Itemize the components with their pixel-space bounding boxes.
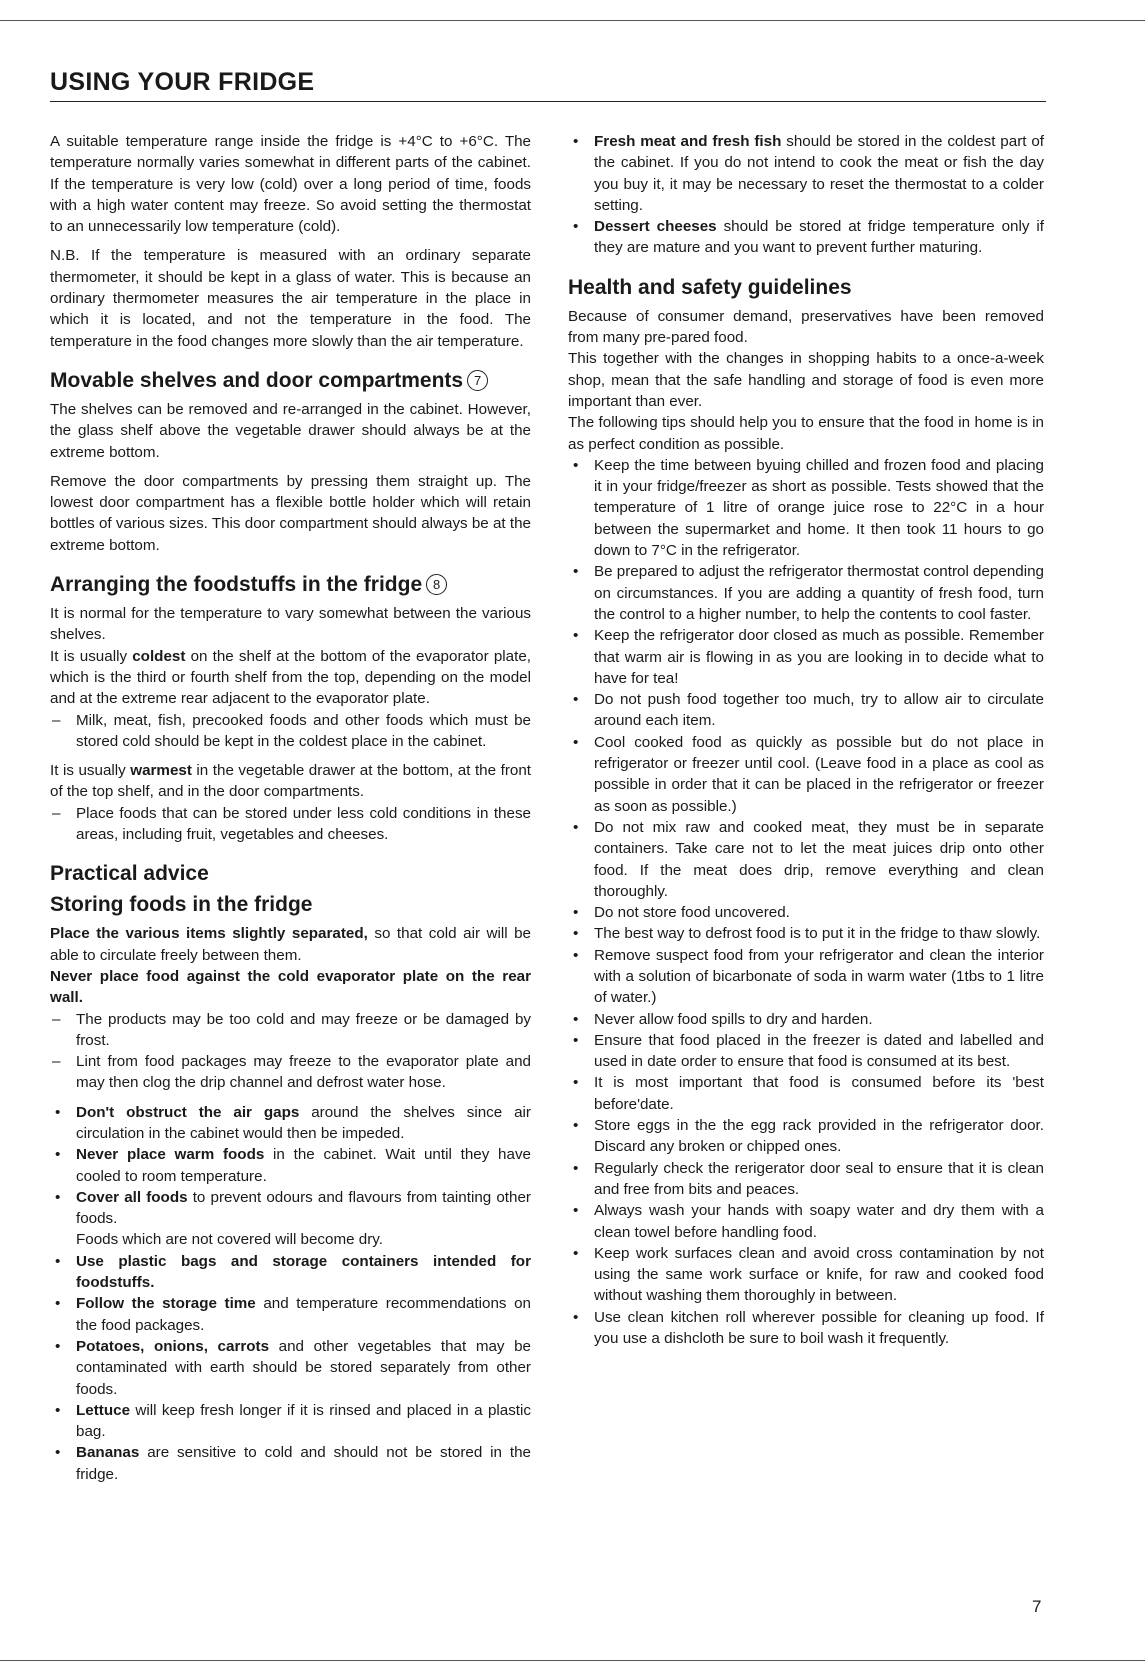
list-item: • Dessert cheeses should be stored at fridge temperature only if they are mature and you want to prevent further maturing. bbox=[568, 216, 1044, 259]
health-paragraph-2: This together with the changes in shopping habits to a once-a-week shop, mean that the safe handling and storage of food is even more important than ever. bbox=[568, 350, 1044, 410]
list-item: • Follow the storage time and temperature recommendations on the food packages. bbox=[50, 1293, 531, 1336]
page-number: 7 bbox=[1032, 1597, 1042, 1616]
list-item: • Ensure that food placed in the freezer is dated and labelled and used in date order to ensure that food is consumed at its best. bbox=[568, 1030, 1044, 1073]
shelves-heading: Movable shelves and door compartments 7 bbox=[50, 368, 531, 394]
list-item: • Keep the time between byuing chilled and frozen food and placing it in your fridge/freezer as short as possible. Tests showed that the temperature of 1 litre of orange juice rose to 22°C in a hour between the supermarket and home. It then took 11 hours to go down to 7°C in the refrigerator. bbox=[568, 455, 1044, 561]
evaporator-warning: Never place food against the cold evaporator plate on the rear wall. bbox=[50, 967, 531, 1007]
page-header bbox=[50, 68, 1046, 102]
list-item: • Keep the refrigerator door closed as much as possible. Remember that warm air is flowing in as you are looking in to decide what to have for tea! bbox=[568, 625, 1044, 689]
left-column bbox=[50, 131, 531, 1493]
figure-8-marker: 8 bbox=[426, 574, 447, 595]
temperature-variation-paragraph: It is normal for the temperature to vary somewhat between the various shelves. bbox=[50, 605, 531, 644]
health-paragraph-1: Because of consumer demand, preservatives have been removed from many pre-pared food. bbox=[568, 307, 1044, 347]
separation-paragraph: Place the various items slightly separated, so that cold air will be able to circulate freely between them. bbox=[50, 925, 532, 964]
list-item: – Lint from food packages may freeze to the evaporator plate and may then clog the drip channel and defrost water hose. bbox=[50, 1051, 531, 1094]
list-item: • Cover all foods to prevent odours and flavours from tainting other foods. Foods which are not covered will become dry. bbox=[50, 1187, 531, 1251]
health-safety-heading: Health and safety guidelines bbox=[568, 275, 852, 299]
thermometer-note: N.B. If the temperature is measured with an ordinary separate thermometer, it should be kept in a glass of water. This is because an ordinary thermometer measures the air temperature in the place in which it is located, and not the temperature in the food. The temperature in the food changes more slowly than the air temperature. bbox=[50, 247, 531, 350]
health-paragraph-3: The following tips should help you to ensure that the food in home is in as perfect condition as possible. bbox=[568, 414, 1044, 453]
figure-7-marker: 7 bbox=[467, 370, 488, 391]
evaporator-consequences-list bbox=[50, 1009, 531, 1094]
list-item: – The products may be too cold and may freeze or be damaged by frost. bbox=[50, 1009, 531, 1052]
warmest-list bbox=[50, 803, 531, 846]
list-item: • Cool cooked food as quickly as possible but do not place in refrigerator or freezer until cool. (Leave food in a place as cool as possible in order that it can be placed in the refrigerator or freezer as soon as possible.) bbox=[568, 732, 1044, 817]
list-item: • Do not push food together too much, try to allow air to circulate around each item. bbox=[568, 689, 1044, 732]
list-item: • Bananas are sensitive to cold and should not be stored in the fridge. bbox=[50, 1442, 531, 1485]
list-item: • Regularly check the rerigerator door seal to ensure that it is clean and free from bits and peaces. bbox=[568, 1158, 1044, 1201]
storage-tips-list bbox=[50, 1102, 531, 1485]
health-tips-list bbox=[568, 455, 1044, 1349]
list-item: • Use clean kitchen roll wherever possible for cleaning up food. If you use a dishcloth be sure to boil wash it frequently. bbox=[568, 1307, 1044, 1350]
door-compartments-paragraph: Remove the door compartments by pressing them straight up. The lowest door compartment has a flexible bottle holder which will retain bottles of various sizes. This door compartment should always be at the extreme bottom. bbox=[50, 472, 531, 554]
list-item: • Be prepared to adjust the refrigerator thermostat control depending on circumstances. If you are adding a quantity of fresh food, turn the control to a higher number, to help the contents to cool faster. bbox=[568, 561, 1044, 625]
list-item: • Remove suspect food from your refrigerator and clean the interior with a solution of bicarbonate of soda in warm water (1tbs to 1 litre of water.) bbox=[568, 945, 1044, 1009]
list-item: – Milk, meat, fish, precooked foods and other foods which must be stored cold should be kept in the coldest place in the cabinet. bbox=[50, 710, 531, 753]
coldest-paragraph: It is usually coldest on the shelf at the bottom of the evaporator plate, which is the third or fourth shelf from the top, depending on the model and at the extreme rear adjacent to the evaporator plate. bbox=[50, 647, 532, 708]
list-item: • Potatoes, onions, carrots and other vegetables that may be contaminated with earth should be stored separately from other foods. bbox=[50, 1336, 531, 1400]
warmest-paragraph: It is usually warmest in the vegetable drawer at the bottom, at the front of the top shelf, and in the door compartments. bbox=[50, 762, 531, 801]
list-item: • Never allow food spills to dry and harden. bbox=[568, 1009, 1044, 1030]
list-item: • Keep work surfaces clean and avoid cross contamination by not using the same work surface or knife, for raw and cooked food without washing them thoroughly in between. bbox=[568, 1243, 1044, 1307]
list-item: • Do not mix raw and cooked meat, they must be in separate containers. Take care not to let the meat juices drip onto other food. If the meat does drip, remove everything and clean thoroughly. bbox=[568, 817, 1044, 902]
list-item: • Store eggs in the the egg rack provided in the refrigerator door. Discard any broken or chipped ones. bbox=[568, 1115, 1044, 1158]
list-item: • Never place warm foods in the cabinet. Wait until they have cooled to room temperature. bbox=[50, 1144, 531, 1187]
shelves-paragraph: The shelves can be removed and re-arranged in the cabinet. However, the glass shelf above the vegetable drawer should always be at the extreme bottom. bbox=[50, 400, 531, 461]
list-item: • Don't obstruct the air gaps around the shelves since air circulation in the cabinet would then be impeded. bbox=[50, 1102, 531, 1145]
list-item: • Use plastic bags and storage containers intended for foodstuffs. bbox=[50, 1251, 531, 1294]
list-item: • The best way to defrost food is to put it in the fridge to thaw slowly. bbox=[568, 923, 1044, 944]
top-divider bbox=[0, 20, 1145, 21]
list-item: – Place foods that can be stored under less cold conditions in these areas, including fruit, vegetables and cheeses. bbox=[50, 803, 531, 846]
coldest-list bbox=[50, 710, 531, 753]
list-item: • Always wash your hands with soapy water and dry them with a clean towel before handling food. bbox=[568, 1200, 1044, 1243]
bottom-divider bbox=[0, 1660, 1145, 1661]
meat-cheese-list bbox=[568, 131, 1044, 259]
intro-paragraph: A suitable temperature range inside the fridge is +4°C to +6°C. The temperature normally varies somewhat in different parts of the cabinet. If the temperature is very low (cold) over a long period of time, foods with a high water content may freeze. So avoid setting the thermostat to an unnecessarily low temperature (cold). bbox=[50, 133, 531, 236]
practical-advice-heading: Practical advice bbox=[50, 862, 209, 886]
arranging-heading: Arranging the foodstuffs in the fridge 8 bbox=[50, 572, 531, 598]
list-item: • Lettuce will keep fresh longer if it is rinsed and placed in a plastic bag. bbox=[50, 1400, 531, 1443]
list-item: • Do not store food uncovered. bbox=[568, 902, 1044, 923]
storing-foods-heading: Storing foods in the fridge bbox=[50, 893, 313, 917]
list-item: • It is most important that food is consumed before its 'best before'date. bbox=[568, 1072, 1044, 1115]
list-item: • Fresh meat and fresh fish should be stored in the coldest part of the cabinet. If you do not intend to cook the meat or fish the day you buy it, it may be necessary to reset the thermostat to a colder setting. bbox=[568, 131, 1044, 216]
page-title: USING YOUR FRIDGE bbox=[50, 68, 315, 96]
right-column bbox=[568, 131, 1044, 1357]
